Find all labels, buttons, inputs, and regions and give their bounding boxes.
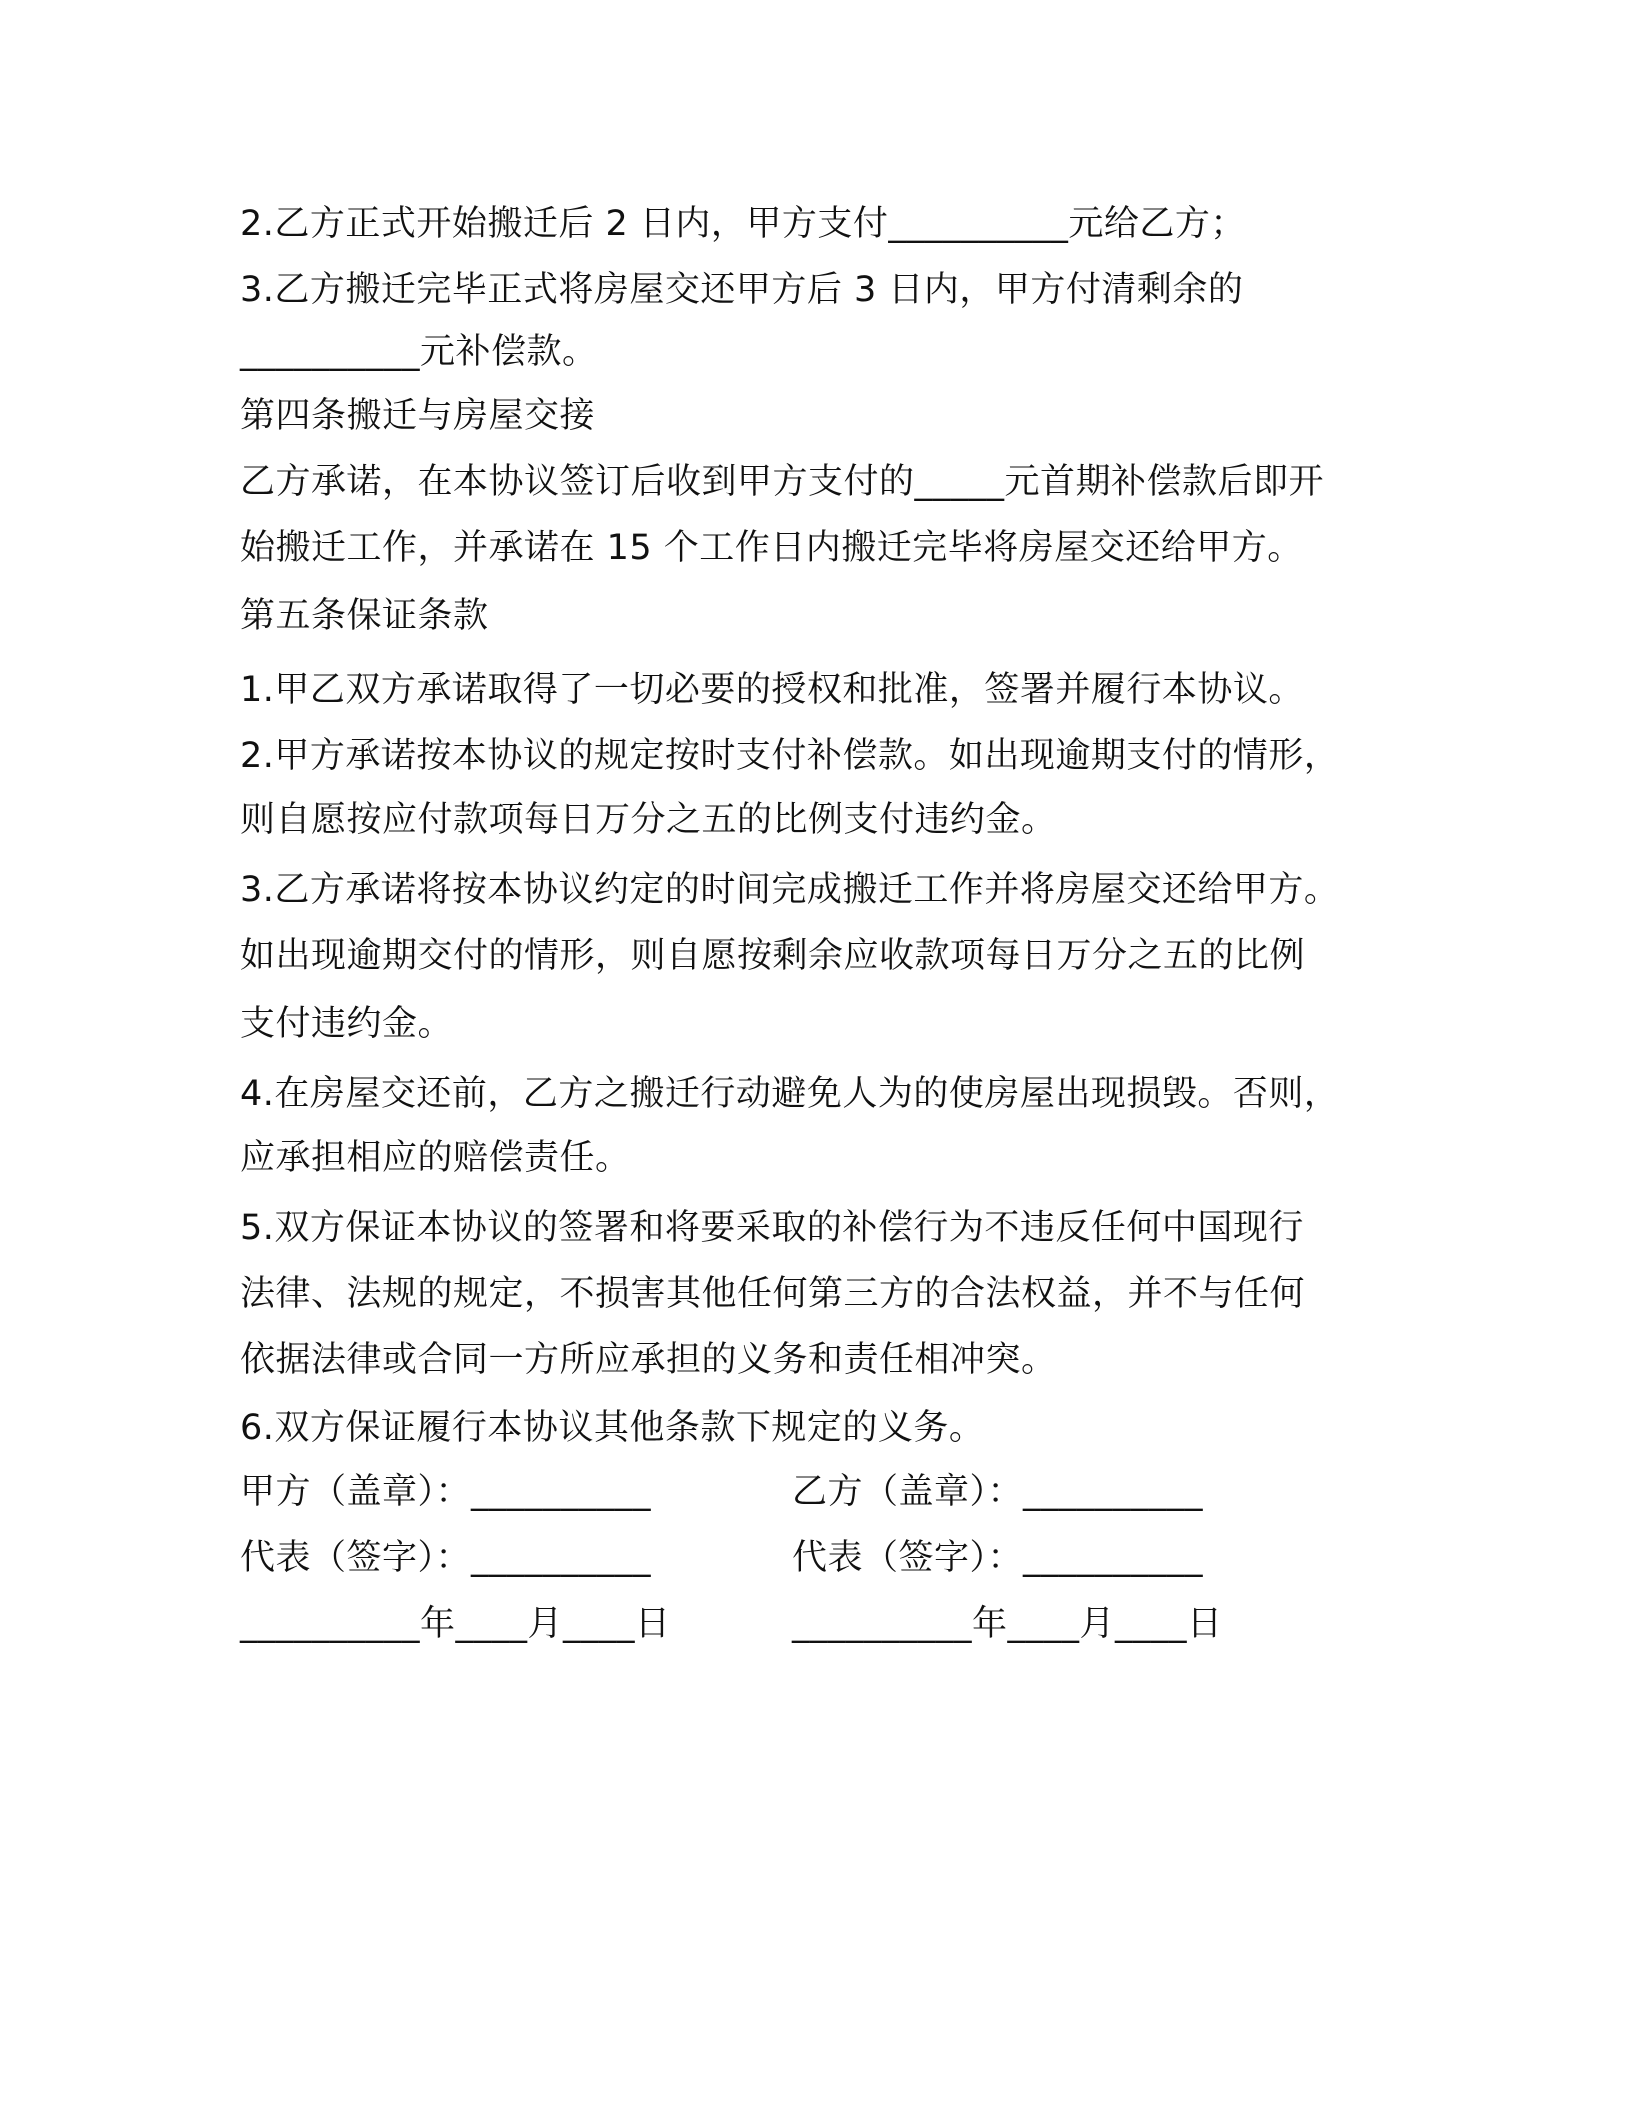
party-b-representative-line: 代表（签字）：__________ bbox=[792, 1538, 1204, 1578]
clause-5-item-2-line-1: 2.甲方承诺按本协议的规定按时支付补偿款。如出现逾期支付的情形， bbox=[240, 736, 1340, 776]
clause-4-body-line-1: 乙方承诺，在本协议签订后收到甲方支付的_____元首期补偿款后即开 bbox=[240, 462, 1325, 502]
clause-3-item-2: 2.乙方正式开始搬迁后 2 日内，甲方支付__________元给乙方； bbox=[240, 204, 1246, 244]
party-b-date-line: __________年____月____日 bbox=[792, 1604, 1223, 1644]
clause-5-item-5-line-2: 法律、法规的规定，不损害其他任何第三方的合法权益，并不与任何 bbox=[240, 1274, 1306, 1314]
clause-3-item-3-line-2: __________元补偿款。 bbox=[240, 332, 598, 372]
clause-5-item-4-line-1: 4.在房屋交还前，乙方之搬迁行动避免人为的使房屋出现损毁。否则， bbox=[240, 1074, 1340, 1114]
clause-5-item-1: 1.甲乙双方承诺取得了一切必要的授权和批准，签署并履行本协议。 bbox=[240, 670, 1304, 710]
clause-5-item-5-line-1: 5.双方保证本协议的签署和将要采取的补偿行为不违反任何中国现行 bbox=[240, 1208, 1304, 1248]
clause-5-item-3-line-3: 支付违约金。 bbox=[240, 1004, 454, 1044]
clause-5-item-3-line-1: 3.乙方承诺将按本协议约定的时间完成搬迁工作并将房屋交还给甲方。 bbox=[240, 870, 1340, 910]
party-b-seal-line: 乙方（盖章）：__________ bbox=[792, 1472, 1204, 1512]
clause-5-item-5-line-3: 依据法律或合同一方所应承担的义务和责任相冲突。 bbox=[240, 1340, 1057, 1380]
clause-4-body-line-2: 始搬迁工作，并承诺在 15 个工作日内搬迁完毕将房屋交还给甲方。 bbox=[240, 528, 1303, 568]
clause-3-item-3-line-1: 3.乙方搬迁完毕正式将房屋交还甲方后 3 日内，甲方付清剩余的 bbox=[240, 270, 1244, 310]
party-a-representative-line: 代表（签字）：__________ bbox=[240, 1538, 652, 1578]
party-a-seal-line: 甲方（盖章）：__________ bbox=[240, 1472, 652, 1512]
clause-5-item-3-line-2: 如出现逾期交付的情形，则自愿按剩余应收款项每日万分之五的比例 bbox=[240, 936, 1306, 976]
clause-5-item-6: 6.双方保证履行本协议其他条款下规定的义务。 bbox=[240, 1408, 985, 1448]
clause-5-item-4-line-2: 应承担相应的赔偿责任。 bbox=[240, 1138, 631, 1178]
clause-5-heading: 第五条保证条款 bbox=[240, 596, 489, 636]
party-a-date-line: __________年____月____日 bbox=[240, 1604, 671, 1644]
clause-4-heading: 第四条搬迁与房屋交接 bbox=[240, 396, 596, 436]
clause-5-item-2-line-2: 则自愿按应付款项每日万分之五的比例支付违约金。 bbox=[240, 800, 1057, 840]
